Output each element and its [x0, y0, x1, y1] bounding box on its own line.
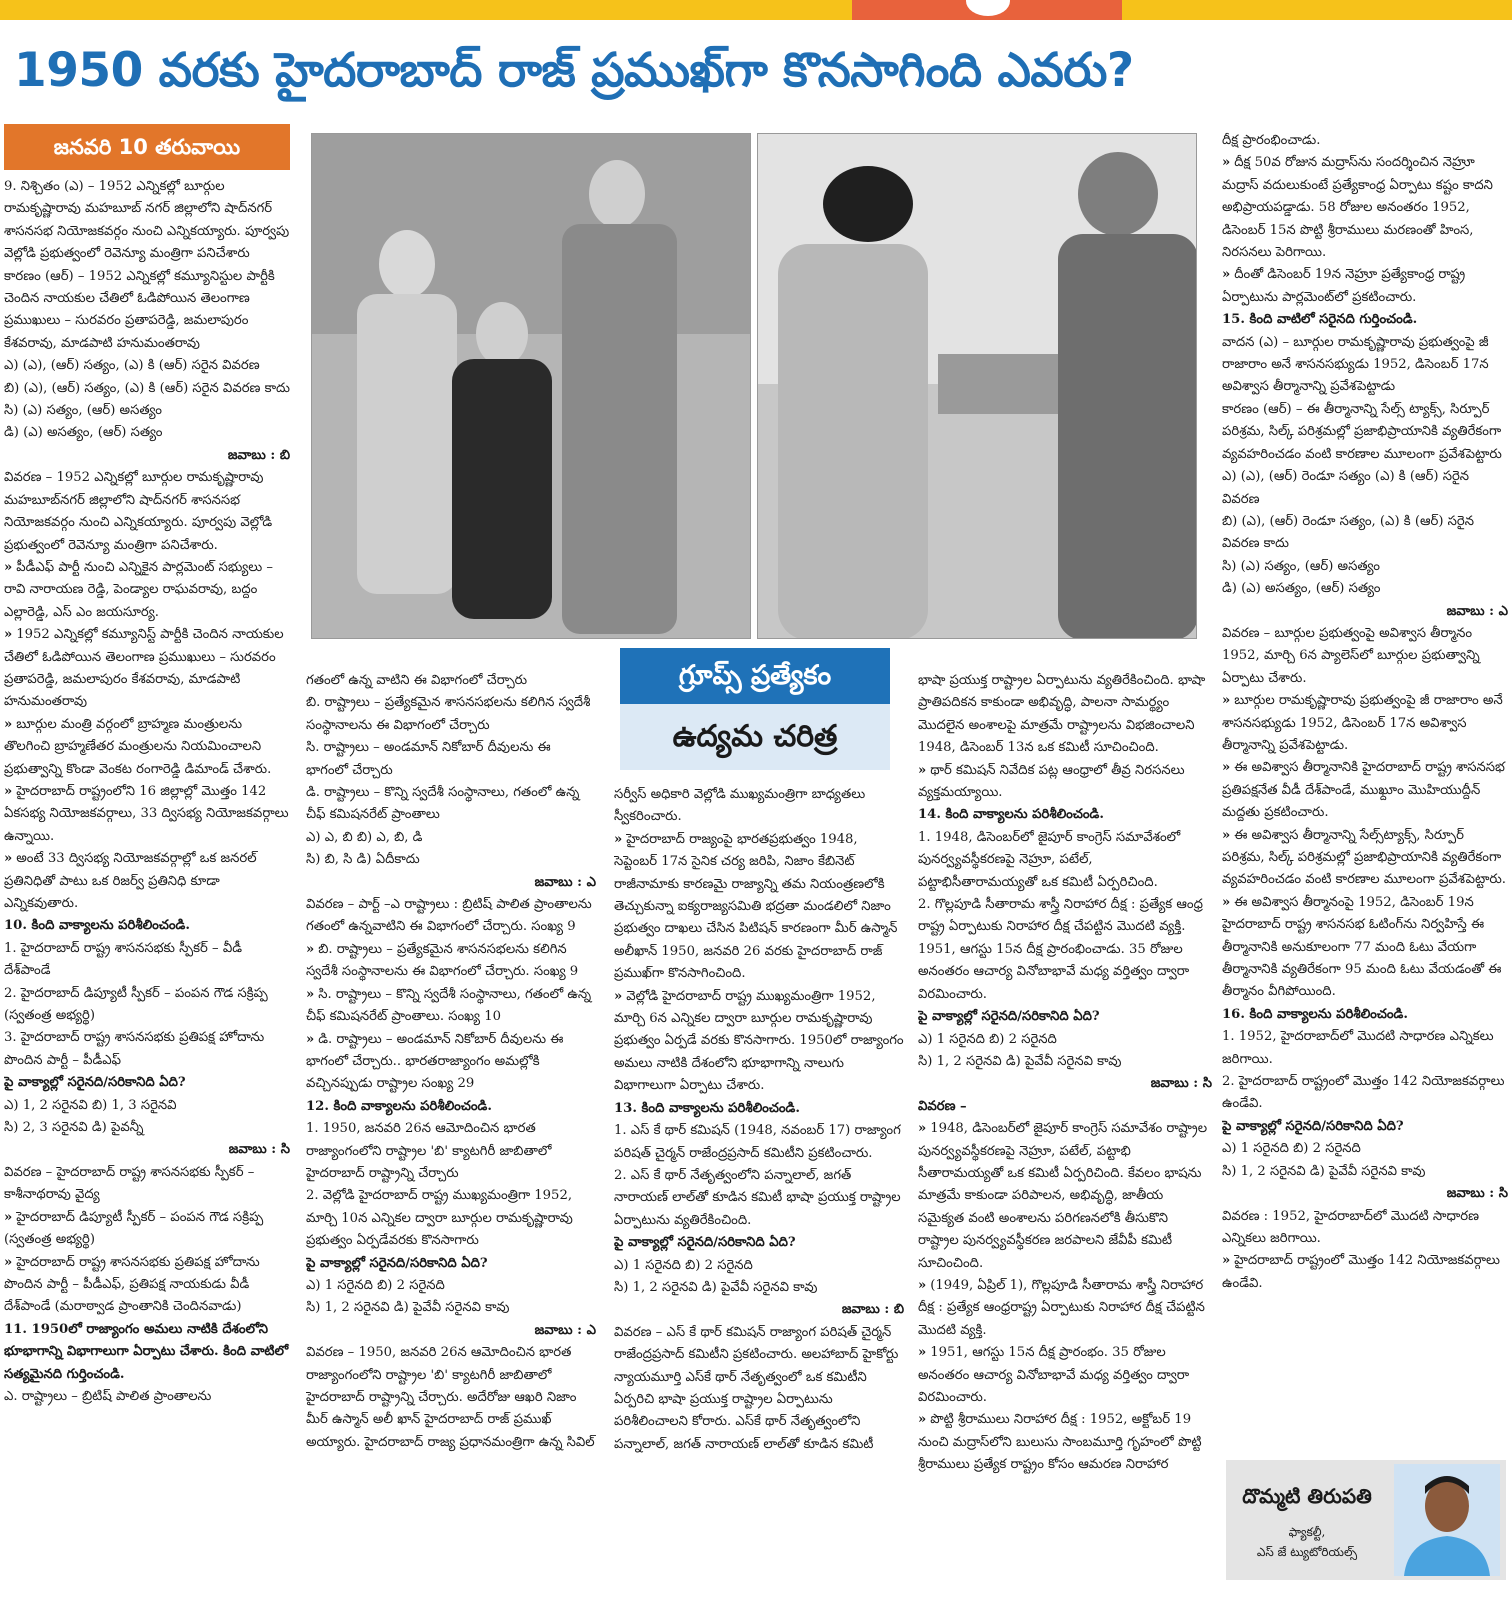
historical-photo-group — [311, 133, 751, 639]
col5-para: 1. 1952, హైదరాబాద్‌లో మొదటి సాధారణ ఎన్నికలు జరిగాయి. — [1222, 1029, 1494, 1067]
col3-bullet: » వెల్లోడి హైదరాబాద్ రాష్ట్ర ముఖ్యమంత్రిగా 1952, మార్చి 6న ఎన్నికల ద్వారా బూర్గుల రామకృష్ణారావు ప్రభుత్వం ఏర్పడే వరకు కొనసాగారు. 1950లో రాజ్యాంగం అమలు నాటికి దేశంలోని భూభాగాన్ని నాలుగు విభాగాలుగా ఏర్పాటు చేశారు. — [614, 986, 904, 1098]
col1-bullet: » అంటే 33 ద్విసభ్య నియోజకవర్గాల్లో ఒక జనరల్ ప్రతినిధితో పాటు ఒక రిజర్వ్ ప్రతినిధి కూడా ఎన్నికవుతారు. — [4, 848, 290, 915]
question: పై వాక్యాల్లో సరైనది/సరికానిది ఏది? — [1222, 1118, 1404, 1134]
col5-bullet: » బూర్గుల రామకృష్ణారావు ప్రభుత్వంపై జీ రాజారాం అనే శాసనసభ్యుడు 1952, డిసెంబర్ 17న అవిశ్వాస తీర్మానాన్ని ప్రవేశపెట్టాడు. — [1222, 690, 1508, 757]
author-box — [1226, 1460, 1506, 1580]
col1-option: ఎ) (ఎ), (ఆర్) సత్యం, (ఎ) కి (ఆర్) సరైన వివరణ — [4, 358, 260, 374]
answer: జవాబు : సి — [228, 1142, 290, 1158]
col4-para: భాషా ప్రయుక్త రాష్ట్రాల ఏర్పాటును వ్యతిరేకించింది. భాషా ప్రాతిపదికన కాకుండా అభివృద్ధి, పాలనా సామర్థ్యం మొదలైన అంశాలపై మాత్రమే రాష్ట్రాలను విభజించాలని 1948, డిసెంబర్ 13న ఒక కమిటీ సూచించింది. — [918, 673, 1206, 756]
col1-para: వివరణ – హైదరాబాద్ రాష్ట్ర శాసనసభకు స్పీకర్ – కాశీనాథరావు వైద్య — [4, 1164, 255, 1203]
col2-para: 1. 1950, జనవరి 26న ఆమోదించిన భారత రాజ్యాంగంలోని రాష్ట్రాల 'బి' క్యాటగిరీ జాబితాలో హైదరాబాద్ రాష్ట్రాన్ని చేర్చారు — [306, 1121, 552, 1181]
col5-para: కారణం (ఆర్) – ఈ తీర్మానాన్ని సేల్స్ ట్యాక్స్, సిర్పూర్ పరిశ్రమ, సిల్క్ పరిశ్రమల్లో ప్రజాభిప్రాయానికి వ్యతిరేకంగా వ్యవహరించడం వంటి కారణాల మూలంగా ప్రవేశపెట్టారు — [1222, 401, 1502, 462]
col5-bullet: » దీంతో డిసెంబర్ 19న నెహ్రూ ప్రత్యేకాంధ్ర రాష్ట్ర ఏర్పాటును పార్లమెంట్‌లో ప్రకటించారు. — [1222, 264, 1508, 309]
author-role — [1232, 1522, 1382, 1562]
col1-para: 9. నిశ్చితం (ఎ) – 1952 ఎన్నికల్లో బూర్గుల రామకృష్ణారావు మహబూబ్ నగర్ జిల్లాలోని షాద్‌నగర్ శాసనసభ నియోజకవర్గం నుంచి ఎన్నికయ్యారు. పూర్వపు వెల్లోడి ప్రభుత్వంలో రెవెన్యూ మంత్రిగా పనిచేశారు — [4, 179, 290, 262]
answer: జవాబు : బి — [841, 1302, 904, 1318]
answer: జవాబు : ఎ — [534, 874, 596, 890]
col5-option: బి) (ఎ), (ఆర్) రెండూ సత్యం, (ఎ) కి (ఆర్) సరైన వివరణ కాదు — [1222, 513, 1475, 552]
col2-option: సి) 1, 2 సరైనవి డి) పైవేవీ సరైనవి కావు — [306, 1300, 510, 1316]
col5-option: డి) (ఎ) అసత్యం, (ఆర్) సత్యం — [1222, 581, 1381, 597]
col2-para: 2. వెల్లోడి హైదరాబాద్ రాష్ట్ర ముఖ్యమంత్రిగా 1952, మార్చి 10న ఎన్నికల ద్వారా బూర్గుల రామకృష్ణారావు ప్రభుత్వం ఏర్పడేవరకు కొనసాగారు — [306, 1188, 573, 1249]
question: 14. కింది వాక్యాలను పరిశీలించండి. — [918, 807, 1104, 823]
col1-option: బి) (ఎ), (ఆర్) సత్యం, (ఎ) కి (ఆర్) సరైన వివరణ కాదు — [4, 380, 290, 396]
question: పై వాక్యాల్లో సరైనది/సరికానిది ఏది? — [614, 1235, 796, 1251]
question: పై వాక్యాల్లో సరైనది/సరికానిది ఏది? — [918, 1009, 1100, 1025]
column-5 — [1222, 130, 1508, 1430]
author-photo — [1394, 1464, 1500, 1576]
col5-bullet: » ఈ అవిశ్వాస తీర్మానంపై 1952, డిసెంబర్ 19న హైదరాబాద్ రాష్ట్ర శాసనసభ ఓటింగ్‌ను నిర్వహిస్తే ఈ తీర్మానానికి అనుకూలంగా 77 మంది ఓటు వేయగా తీర్మానానికి వ్యతిరేకంగా 95 మంది ఓటు వేయడంతో ఈ తీర్మానం వీగిపోయింది. — [1222, 892, 1508, 1004]
col4-bullet: » 1948, డిసెంబర్‌లో జైపూర్ కాంగ్రెస్ సమావేశం రాష్ట్రాల పునర్వ్యవస్థీకరణపై నెహ్రూ, పటేల్, పట్టాభి సీతారామయ్యతో ఒక కమిటీ ఏర్పరిచింది. కేవలం భాషను మాత్రమే కాకుండా పరిపాలన, అభివృద్ధి, జాతీయ సమైక్యత వంటి అంశాలను పరిగణనలోకి తీసుకొని రాష్ట్రాల పునర్వ్యవస్థీకరణ జరపాలని జేవీపీ కమిటీ సూచించింది. — [918, 1118, 1212, 1275]
col1-para: కారణం (ఆర్) – 1952 ఎన్నికల్లో కమ్యూనిస్టుల పార్టీకి చెందిన నాయకుల చేతిలో ఓడిపోయిన తెలంగాణ ప్రముఖులు – సురవరం ప్రతాపరెడ్డి, జమలాపురం కేశవరావు, మాడపాటి హనుమంతరావు — [4, 268, 275, 351]
col1-bullet: » హైదరాబాద్ రాష్ట్ర శాసనసభకు ప్రతిపక్ష హోదాను పొందిన పార్టీ – పీడీఎఫ్, ప్రతిపక్ష నాయకుడు వీడీ దేశ్‌పాండే (మరాఠ్వాడ ప్రాంతానికి చెందినవాడు) — [4, 1252, 290, 1319]
col5-para: దీక్ష ప్రారంభించాడు. — [1222, 133, 1321, 148]
col1-option: సి) (ఎ) సత్యం, (ఆర్) అసత్యం — [4, 403, 162, 419]
col1-bullet: » బూర్గుల మంత్రి వర్గంలో బ్రాహ్మణ మంత్రులను తొలగించి బ్రాహ్మణేతర మంత్రులను నియమించాలని ప్రభుత్వాన్ని కొండా వెంకట రంగారెడ్డి డిమాండ్ చేశారు. — [4, 714, 290, 781]
col1-option: సి) 2, 3 సరైనవి డి) పైవన్నీ — [4, 1120, 144, 1136]
col2-para: గతంలో ఉన్న వాటిని ఈ విభాగంలో చేర్చారు — [306, 673, 528, 688]
col5-para: వివరణ – బూర్గుల ప్రభుత్వంపై అవిశ్వాస తీర్మానం 1952, మార్చి 6న ప్యాలెస్‌లో బూర్గుల ప్రభుత్వాన్ని ఏర్పాటు చేశారు. — [1222, 625, 1480, 686]
historical-photo-officers — [757, 133, 1197, 639]
col2-para: బి. రాష్ట్రాలు – ప్రత్యేకమైన శాసనసభలను కలిగిన స్వదేశీ సంస్థానాలను ఈ విభాగంలో చేర్చారు — [306, 695, 591, 733]
section-label: జనవరి 10 తరువాయి — [4, 124, 290, 170]
answer: జవాబు : ఎ — [1446, 603, 1508, 619]
col3-option: సి) 1, 2 సరైనవి డి) పైవేవీ సరైనవి కావు — [614, 1279, 818, 1295]
question: 12. కింది వాక్యాలను పరిశీలించండి. — [306, 1098, 492, 1114]
column-3 — [614, 784, 904, 1612]
explanation-label: వివరణ – — [918, 1098, 967, 1114]
groups-special-banner — [620, 648, 890, 770]
col4-para: 2. గొల్లపూడి సీతారామ శాస్త్రీ నిరాహార దీక్ష : ప్రత్యేక ఆంధ్ర రాష్ట్ర ఏర్పాటుకు నిరాహార దీక్ష చేపట్టిన మొదటి వ్యక్తి. 1951, ఆగస్టు 15న దీక్ష ప్రారంభించాడు. 35 రోజుల అనంతరం ఆచార్య వినోబాభావే మధ్య వర్తిత్వం ద్వారా విరమించారు. — [918, 897, 1203, 1002]
question: 11. 1950లో రాజ్యాంగం అమలు నాటికి దేశంలోని భూభాగాన్ని విభాగాలుగా ఏర్పాటు చేశారు. కింది వాటిలో సత్యమైనది గుర్తించండి. — [4, 1321, 289, 1382]
col1-para: వివరణ – 1952 ఎన్నికల్లో బూర్గుల రామకృష్ణారావు మహబూబ్‌నగర్ జిల్లాలోని షాద్‌నగర్ శాసనసభ నియోజకవర్గం నుంచి ఎన్నికయ్యారు. పూర్వపు వెల్లోడి ప్రభుత్వంలో రెవెన్యూ మంత్రిగా పనిచేశారు. — [4, 470, 273, 553]
col4-bullet: » థార్ కమిషన్ నివేదిక పట్ల ఆంధ్రాలో తీవ్ర నిరసనలు వ్యక్తమయ్యాయి. — [918, 760, 1212, 805]
question: 10. కింది వాక్యాలను పరిశీలించండి. — [4, 918, 190, 934]
column-1 — [4, 176, 290, 1612]
col3-bullet: » హైదరాబాద్ రాజ్యంపై భారతప్రభుత్వం 1948, సెప్టెంబర్ 17న సైనిక చర్య జరిపి, నిజాం కేబినెట్ రాజీనామాకు కారణమై రాజ్యాన్ని తమ నియంత్రణలోకి తెచ్చుకున్నా ఐక్యరాజ్యసమితి భద్రతా మండలిలో నిజాం ప్రభుత్వం దాఖలు చేసిన పిటిషన్ కారణంగా మీర్ ఉస్మాన్ అలీఖాన్ 1950, జనవరి 26 వరకు హైదరాబాద్ రాజ్ ప్రముఖ్‌గా కొనసాగించింది. — [614, 829, 904, 986]
col3-para: వివరణ – ఎస్ కే థార్ కమిషన్ రాజ్యాంగ పరిషత్ చైర్మన్ రాజేంద్రప్రసాద్ కమిటీని ప్రకటించారు. అలహాబాద్ హైకోర్టు న్యాయమూర్తి ఎస్‌కే థార్ నేతృత్వంలో ఒక కమిటీని ఏర్పరిచి భాషా ప్రయుక్త రాష్ట్రాల ఏర్పాటును పరిశీలించాలని కోరారు. ఎస్‌కే థార్ నేతృత్వంలోని పన్నాలాల్, జగత్ నారాయణ్ లాల్‌తో కూడిన కమిటీ — [614, 1324, 899, 1452]
col4-option: సి) 1, 2 సరైనవి డి) పైవేవీ సరైనవి కావు — [918, 1053, 1122, 1069]
answer: జవాబు : సి — [1446, 1186, 1508, 1202]
col1-para: 2. హైదరాబాద్ డిప్యూటీ స్పీకర్ – పంపన గౌడ సక్రిప్ప (స్వతంత్ర అభ్యర్థి) — [4, 985, 268, 1024]
col5-bullet: » ఈ అవిశ్వాస తీర్మానాన్ని సేల్స్‌ట్యాక్స్, సిర్పూర్ పరిశ్రమ, సిల్క్ పరిశ్రమల్లో ప్రజాభిప్రాయానికి వ్యతిరేకంగా వ్యవహరించడం వంటి కారణాల మూలంగా ప్రవేశపెట్టారు. — [1222, 825, 1508, 892]
col5-bullet: » దీక్ష 50వ రోజున మద్రాస్‌ను సందర్శించిన నెహ్రూ మద్రాస్ వదులుకుంటే ప్రత్యేకాంధ్ర ఏర్పాటు కష్టం కాదని అభిప్రాయపడ్డాడు. 58 రోజుల అనంతరం 1952, డిసెంబర్ 15న పొట్టి శ్రీరాములు మరణంతో హింస, నిరసనలు పెరిగాయి. — [1222, 152, 1508, 264]
col1-bullet: » హైదరాబాద్ డిప్యూటీ స్పీకర్ – పంపన గౌడ సక్రిప్ప (స్వతంత్ర అభ్యర్థి) — [4, 1207, 290, 1252]
col1-para: ఎ. రాష్ట్రాలు – బ్రిటిష్ పాలిత ప్రాంతాలను — [4, 1388, 212, 1404]
question: పై వాక్యాల్లో సరైనది/సరికానిది ఏది? — [306, 1255, 488, 1271]
col5-option: సి) (ఎ) సత్యం, (ఆర్) అసత్యం — [1222, 558, 1380, 574]
col4-bullet: » 1951, ఆగస్టు 15న దీక్ష ప్రారంభం. 35 రోజుల అనంతరం ఆచార్య వినోబాభావే మధ్య వర్తిత్వం ద్వారా విరమించారు. — [918, 1342, 1212, 1409]
col2-option: సి) బి, సి డి) ఏదీకాదు — [306, 852, 420, 868]
column-4 — [918, 670, 1212, 1612]
answer: జవాబు : బి — [227, 447, 290, 463]
col1-bullet: » హైదరాబాద్ రాష్ట్రంలోని 16 జిల్లాల్లో మొత్తం 142 ఏకసభ్య నియోజకవర్గాలు, 33 ద్విసభ్య నియోజకవర్గాలు ఉన్నాయి. — [4, 781, 290, 848]
question: 15. కింది వాటిలో సరైనది గుర్తించండి. — [1222, 312, 1418, 328]
col5-bullet: » ఈ అవిశ్వాస తీర్మానానికి హైదరాబాద్ రాష్ట్ర శాసనసభ ప్రతిపక్షనేత వీడీ దేశ్‌పాండే, ముఖ్దూం మొహియుద్దీన్ మద్దతు ప్రకటించారు. — [1222, 757, 1508, 824]
col2-option: ఎ) ఎ, బి బి) ఎ, బి, డి — [306, 829, 423, 845]
col1-bullet: » పీడీఎఫ్ పార్టీ నుంచి ఎన్నికైన పార్లమెంట్ సభ్యులు – రావి నారాయణ రెడ్డి, పెండ్యాల రాఘవరావు, బద్దం ఎల్లారెడ్డి, ఎస్ ఎం జయసూర్య. — [4, 557, 290, 624]
banner-top-label: గ్రూప్స్ ప్రత్యేకం — [620, 648, 890, 704]
col3-option: ఎ) 1 సరైనది బి) 2 సరైనది — [614, 1257, 753, 1273]
col1-option: ఎ) 1, 2 సరైనవి బి) 1, 3 సరైనవి — [4, 1097, 177, 1113]
top-color-strip — [0, 0, 1512, 20]
col3-para: 2. ఎస్ కే థార్ నేతృత్వంలోని పన్నాలాల్, జగత్ నారాయణ్ లాల్‌తో కూడిన కమిటీ భాషా ప్రయుక్త రాష్ట్రాల ఏర్పాటును వ్యతిరేకించింది. — [614, 1167, 901, 1228]
col1-para: 1. హైదరాబాద్ రాష్ట్ర శాసనసభకు స్పీకర్ – వీడీ దేశ్‌పాండే — [4, 940, 242, 979]
question: 16. కింది వాక్యాలను పరిశీలించండి. — [1222, 1006, 1408, 1022]
col2-para: సి. రాష్ట్రాలు – అండమాన్ నికోబార్ దీవులను ఈ భాగంలో చేర్చారు — [306, 740, 551, 778]
col1-bullet: » 1952 ఎన్నికల్లో కమ్యూనిస్ట్ పార్టీకి చెందిన నాయకుల చేతిలో ఓడిపోయిన తెలంగాణ ప్రముఖులు – సురవరం ప్రతాపరెడ్డి, జమలాపురం కేశవరావు, మాడపాటి హనుమంతరావు — [4, 624, 290, 714]
col5-option: ఎ) 1 సరైనది బి) 2 సరైనది — [1222, 1141, 1361, 1157]
banner-bottom-label: ఉద్యమ చరిత్ర — [620, 704, 890, 770]
question: పై వాక్యాల్లో సరైనది/సరికానిది ఏది? — [4, 1075, 186, 1091]
question: 13. కింది వాక్యాలను పరిశీలించండి. — [614, 1100, 800, 1116]
col5-option: సి) 1, 2 సరైనవి డి) పైవేవీ సరైనవి కావు — [1222, 1163, 1426, 1179]
answer: జవాబు : సి — [1150, 1076, 1212, 1092]
col4-bullet: » పొట్టి శ్రీరాములు నిరాహార దీక్ష : 1952, అక్టోబర్ 19 నుంచి మద్రాస్‌లోని బులుసు సాంబమూర్తి గృహంలో పొట్టి శ్రీరాములు ప్రత్యేక రాష్ట్రం కోసం ఆమరణ నిరాహార — [918, 1409, 1212, 1476]
col2-para: డి. రాష్ట్రాలు – కొన్ని స్వదేశీ సంస్థానాలు, గతంలో ఉన్న చీఫ్ కమిషనరేట్ ప్రాంతాలు — [306, 785, 580, 823]
col5-option: ఎ) (ఎ), (ఆర్) రెండూ సత్యం (ఎ) కి (ఆర్) సరైన వివరణ — [1222, 469, 1470, 507]
col2-para: వివరణ – 1950, జనవరి 26న ఆమోదించిన భారత రాజ్యాంగంలోని రాష్ట్రాల 'బి' క్యాటగిరీ జాబితాలో హైదరాబాద్ రాష్ట్రాన్ని చేర్చారు. అదేరోజు ఆఖరి నిజాం మీర్ ఉస్మాన్ అలీ ఖాన్ హైదరాబాద్ రాజ్ ప్రముఖ్ అయ్యారు. హైదరాబాద్ రాజ్య ప్రధానమంత్రిగా ఉన్న సివిల్ — [306, 1345, 595, 1450]
col2-bullet: » సి. రాష్ట్రాలు – కొన్ని స్వదేశీ సంస్థానాలు, గతంలో ఉన్న చీఫ్ కమిషనరేట్ ప్రాంతాలు. సంఖ్య 10 — [306, 984, 596, 1029]
author-name: దొమ్మటి తిరుపతి — [1242, 1484, 1372, 1508]
column-2 — [306, 670, 596, 1612]
col1-para: 3. హైదరాబాద్ రాష్ట్ర శాసనసభకు ప్రతిపక్ష హోదాను పొందిన పార్టీ – పీడీఎఫ్ — [4, 1030, 265, 1068]
col3-para: 1. ఎస్ కే థార్ కమిషన్ (1948, నవంబర్ 17) రాజ్యాంగ పరిషత్ చైర్మన్ రాజేంద్రప్రసాద్ కమిటీని ప్రకటించారు. — [614, 1123, 901, 1161]
answer: జవాబు : ఎ — [534, 1322, 596, 1338]
author-role-line1: ఫ్యాకల్టీ, — [1288, 1525, 1326, 1539]
col5-bullet: » హైదరాబాద్ రాష్ట్రంలో మొత్తం 142 నియోజకవర్గాలు ఉండేవి. — [1222, 1250, 1508, 1295]
col4-para: 1. 1948, డిసెంబర్‌లో జైపూర్ కాంగ్రెస్ సమావేశంలో పునర్వ్యవస్థీకరణపై నెహ్రూ, పటేల్, పట్టాభిసీతారామయ్యతో ఒక కమిటీ ఏర్పరిచింది. — [918, 829, 1181, 890]
col5-para: 2. హైదరాబాద్ రాష్ట్రంలో మొత్తం 142 నియోజకవర్గాలు ఉండేవి. — [1222, 1074, 1505, 1112]
col2-bullet: » బి. రాష్ట్రాలు – ప్రత్యేకమైన శాసనసభలను కలిగిన స్వదేశీ సంస్థానాలను ఈ విభాగంలో చేర్చారు. సంఖ్య 9 — [306, 939, 596, 984]
col1-option: డి) (ఎ) అసత్యం, (ఆర్) సత్యం — [4, 425, 163, 441]
col2-para: వివరణ – పార్ట్ –ఎ రాష్ట్రాలు : బ్రిటిష్ పాలిత ప్రాంతాలను గతంలో ఉన్నవాటిని ఈ విభాగంలో చేర్చారు. సంఖ్య 9 — [306, 897, 592, 935]
col4-bullet: » (1949, ఏప్రిల్ 1), గొల్లపూడి సీతారామ శాస్త్రీ నిరాహార దీక్ష : ప్రత్యేక ఆంధ్రరాష్ట్ర ఏర్పాటుకు నిరాహార దీక్ష చేపట్టిన మొదటి వ్యక్తి. — [918, 1275, 1212, 1342]
col2-bullet: » డి. రాష్ట్రాలు – అండమాన్ నికోబార్ దీవులను ఈ భాగంలో చేర్చారు.. భారతరాజ్యాంగం అమల్లోకి వచ్చినప్పుడు రాష్ట్రాల సంఖ్య 29 — [306, 1029, 596, 1096]
col4-option: ఎ) 1 సరైనది బి) 2 సరైనది — [918, 1031, 1057, 1047]
author-role-line2: ఎస్ జే ట్యుటోరియల్స్ — [1256, 1545, 1358, 1559]
col5-para: వాదన (ఎ) – బూర్గుల రామకృష్ణారావు ప్రభుత్వంపై జీ రాజారాం అనే శాసనసభ్యుడు 1952, డిసెంబర్ 17న అవిశ్వాస తీర్మానాన్ని ప్రవేశపెట్టాడు — [1222, 334, 1489, 395]
col2-option: ఎ) 1 సరైనది బి) 2 సరైనది — [306, 1277, 445, 1293]
page-title: 1950 వరకు హైదరాబాద్ రాజ్ ప్రముఖ్‌గా కొనసాగింది ఎవరు? — [14, 43, 1134, 98]
col3-para: సర్వీస్ అధికారి వెల్లోడి ముఖ్యమంత్రిగా బాధ్యతలు స్వీకరించారు. — [614, 787, 866, 825]
col5-para: వివరణ : 1952, హైదరాబాద్‌లో మొదటి సాధారణ ఎన్నికలు జరిగాయి. — [1222, 1208, 1479, 1246]
